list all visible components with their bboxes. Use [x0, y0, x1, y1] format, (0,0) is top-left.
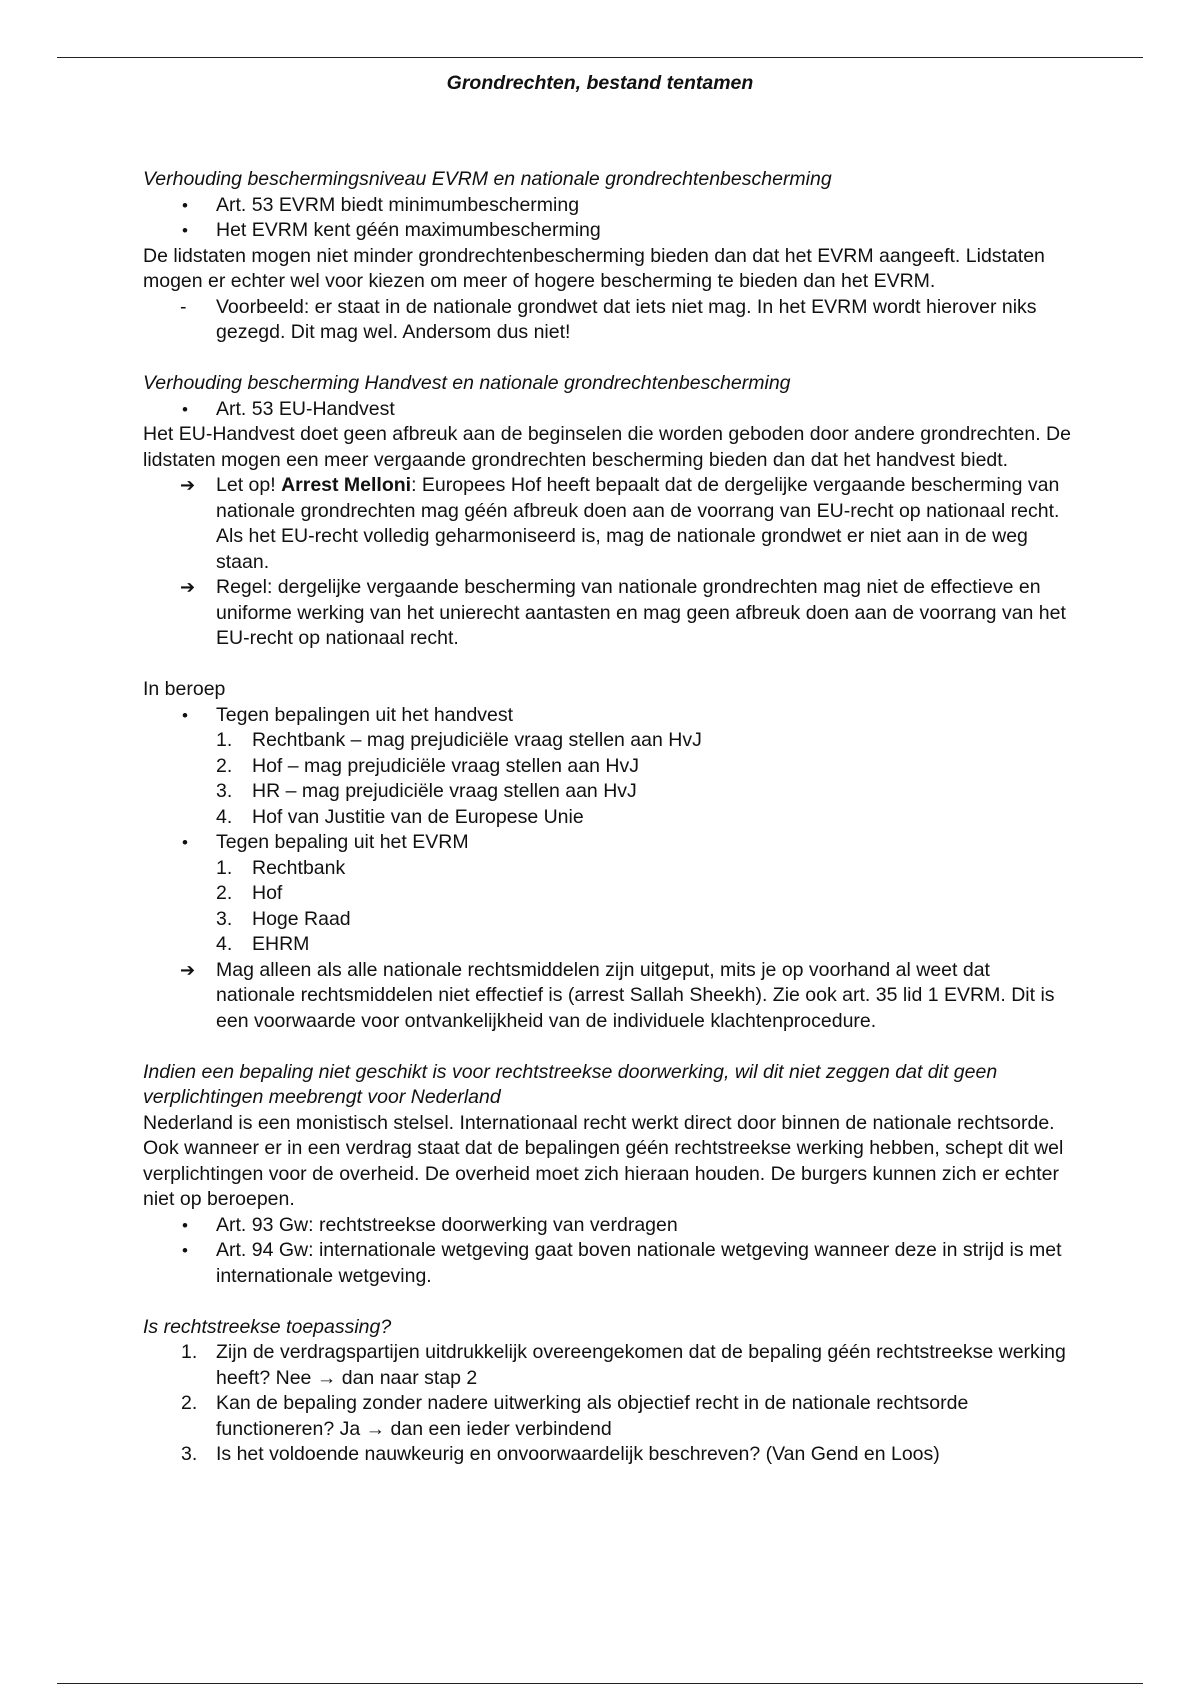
- list-item: [143, 473, 1073, 575]
- item-number: 4.: [216, 805, 233, 828]
- item-number: 1.: [181, 1341, 198, 1363]
- list-item-text: Art. 53 EVRM biedt minimumbescherming: [216, 193, 580, 216]
- footer-rule: [57, 1683, 1143, 1684]
- numbered-item: [143, 728, 1073, 754]
- list-item-text: EHRM: [252, 933, 310, 955]
- bullet-icon: •: [182, 1215, 188, 1235]
- item-number: 1.: [216, 856, 233, 879]
- numbered-item: [143, 1340, 1073, 1391]
- section-heading: Is rechtstreekse toepassing?: [143, 1315, 392, 1338]
- list-item-text: Kan de bepaling zonder nadere uitwerking als objectief recht in de nationale rechtsorde functioneren? Ja → dan een ieder verbindend: [216, 1392, 969, 1440]
- numbered-item: [143, 1391, 1073, 1442]
- dash-icon: -: [180, 295, 187, 318]
- list-item-text: Voorbeeld: er staat in de nationale grondwet dat iets niet mag. In het EVRM wordt hierover niks gezegd. Dit mag wel. Andersom dus niet!: [216, 295, 1037, 343]
- paragraph: Het EU-Handvest doet geen afbreuk aan de beginselen die worden geboden door andere grondrechten. De lidstaten mogen een meer vergaande grondrechten bescherming bieden dan dat het handvest biedt.: [143, 423, 1071, 471]
- list-item-text: Art. 53 EU-Handvest: [216, 397, 395, 420]
- numbered-item: [143, 907, 1073, 933]
- list-item-text: Hof van Justitie van de Europese Unie: [252, 805, 584, 828]
- list-item-text: Art. 94 Gw: internationale wetgeving gaat boven nationale wetgeving wanneer deze in strijd is met internationale wetgeving.: [216, 1239, 1062, 1287]
- list-item: [143, 295, 1073, 346]
- paragraph: De lidstaten mogen niet minder grondrechtenbescherming bieden dan dat het EVRM aangeeft. Lidstaten mogen er echter wel voor kiezen om meer of hogere bescherming te bieden dan het EVRM.: [143, 244, 1045, 292]
- section-heading: Indien een bepaling niet geschikt is voor rechtstreekse doorwerking, wil dit niet zeggen dat dit geen verplichtingen meebrengt voor Nederland: [143, 1060, 998, 1108]
- numbered-item: [143, 779, 1073, 805]
- list-item-text: Mag alleen als alle nationale rechtsmiddelen zijn uitgeput, mits je op voorhand al weet dat nationale rechtsmiddelen niet effectief is (arrest Sallah Sheekh). Zie ook art. 35 lid 1 EVRM. Dit is een voorwaarde voor ontvankelijkheid van de individuele klachtenprocedure.: [216, 958, 1055, 1032]
- list-item: [143, 218, 1073, 244]
- list-item-text: Tegen bepaling uit het EVRM: [216, 831, 469, 853]
- bullet-icon: •: [182, 705, 188, 725]
- list-item-text: Hof – mag prejudiciële vraag stellen aan HvJ: [252, 754, 639, 777]
- list-item: [143, 703, 1073, 729]
- spacer: [143, 1034, 1073, 1060]
- arrow-right-icon: ➔: [180, 475, 196, 496]
- bullet-icon: •: [182, 195, 188, 215]
- list-item-text: Tegen bepalingen uit het handvest: [216, 703, 514, 726]
- case-name: Arrest Melloni: [281, 474, 412, 496]
- spacer: [143, 346, 1073, 372]
- bullet-icon: •: [182, 399, 188, 419]
- item-number: 3.: [216, 907, 233, 930]
- list-item: [143, 830, 1073, 856]
- numbered-item: [143, 1442, 1073, 1468]
- item-number: 3.: [181, 1443, 198, 1465]
- page-header-title: Grondrechten, bestand tentamen: [446, 72, 754, 94]
- item-number: 2.: [216, 754, 233, 777]
- section-heading: Verhouding bescherming Handvest en nationale grondrechtenbescherming: [143, 372, 791, 394]
- arrow-right-icon: ➔: [180, 959, 196, 981]
- text-prefix: Let op!: [216, 474, 282, 496]
- bullet-icon: •: [182, 1241, 188, 1260]
- header-rule: [57, 57, 1143, 58]
- list-item-text: [216, 474, 1059, 573]
- paragraph: Nederland is een monistisch stelsel. Internationaal recht werkt direct door binnen de nationale rechtsorde. Ook wanneer er in een verdrag staat dat de bepalingen géén rechtstreekse werking hebben, schept dit wel verplichtingen voor de overheid. De overheid moet zich hieraan houden. De burgers kunnen zich er echter niet op beroepen.: [143, 1111, 1064, 1210]
- numbered-item: [143, 856, 1073, 882]
- list-item-text: Art. 93 Gw: rechtstreekse doorwerking van verdragen: [216, 1213, 678, 1236]
- text-rest: : Europees Hof heeft bepaalt dat de dergelijke vergaande bescherming van nationale grondrechten mag géén afbreuk doen aan de voorrang van EU-recht op nationaal recht. Als het EU-recht volledig geharmoniseerd is, mag de nationale grondwet er niet aan in de weg staan.: [216, 474, 1060, 573]
- numbered-item: [143, 932, 1073, 958]
- item-number: 4.: [216, 933, 233, 955]
- list-item-text: Rechtbank – mag prejudiciële vraag stellen aan HvJ: [252, 729, 702, 751]
- item-number: 2.: [181, 1392, 198, 1414]
- list-item-text: Regel: dergelijke vergaande bescherming van nationale grondrechten mag niet de effectieve en uniforme werking van het unierecht aantasten en mag geen afbreuk doen aan de voorrang van het EU-recht op nationaal recht.: [216, 576, 1066, 649]
- list-item: [143, 397, 1073, 423]
- list-item: [143, 958, 1073, 1035]
- numbered-item: [143, 754, 1073, 780]
- list-item-text: Rechtbank: [252, 856, 346, 879]
- list-item: [143, 575, 1073, 652]
- arrow-right-icon: ➔: [180, 577, 196, 598]
- bullet-icon: •: [182, 833, 188, 852]
- list-item-text: Hoge Raad: [252, 907, 351, 930]
- spacer: [143, 652, 1073, 678]
- numbered-item: [143, 805, 1073, 831]
- document-body: [143, 167, 1073, 1468]
- list-item: [143, 1238, 1073, 1289]
- item-number: 3.: [216, 780, 233, 802]
- list-item-text: Is het voldoende nauwkeurig en onvoorwaardelijk beschreven? (Van Gend en Loos): [216, 1443, 940, 1465]
- list-item-text: HR – mag prejudiciële vraag stellen aan HvJ: [252, 780, 637, 802]
- item-number: 2.: [216, 882, 233, 904]
- list-item-text: Het EVRM kent géén maximumbescherming: [216, 219, 601, 241]
- list-item: [143, 193, 1073, 219]
- list-item: [143, 1213, 1073, 1239]
- section-heading: In beroep: [143, 678, 226, 700]
- list-item-text: Zijn de verdragspartijen uitdrukkelijk overeengekomen dat de bepaling géén rechtstreekse werking heeft? Nee → dan naar stap 2: [216, 1341, 1066, 1389]
- bullet-icon: •: [182, 221, 188, 240]
- list-item-text: Hof: [252, 882, 283, 904]
- item-number: 1.: [216, 729, 233, 751]
- section-heading: Verhouding beschermingsniveau EVRM en nationale grondrechtenbescherming: [143, 168, 832, 190]
- spacer: [143, 1289, 1073, 1315]
- numbered-item: [143, 881, 1073, 907]
